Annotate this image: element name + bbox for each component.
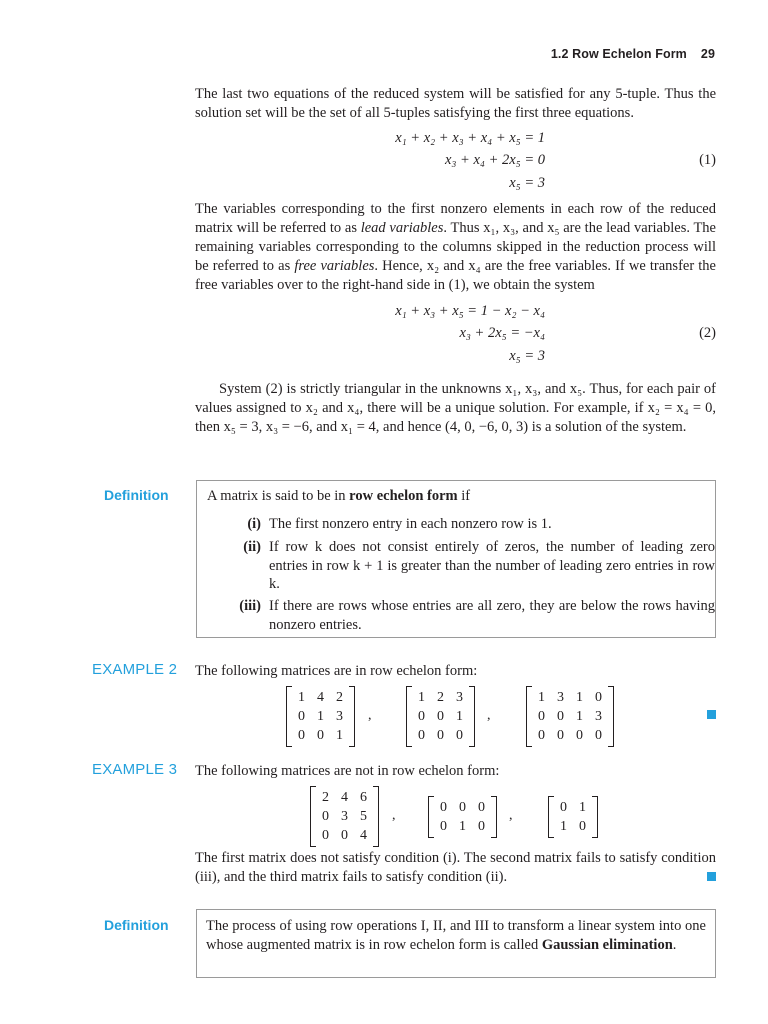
matrix-entry: 3 [336,709,343,724]
comma: , [368,708,372,723]
matrix-entry: 0 [298,709,305,724]
page-number: 29 [700,47,715,61]
matrix-entry: 3 [557,690,564,705]
matrix-entry: 1 [576,690,583,705]
matrix-entry: 4 [360,828,367,843]
matrix-entry: 3 [595,709,602,724]
definition-box-gaussian-elimination [196,909,716,978]
matrix-entry: 1 [317,709,324,724]
section-title: 1.2 Row Echelon Form [550,47,687,61]
matrix [286,686,355,747]
term-row-echelon-form: row echelon form [349,488,458,504]
matrix-entry: 1 [336,728,343,743]
matrix-entry: 2 [322,790,329,805]
end-of-example-marker [707,710,716,719]
equation-line: x₁ + x₃ + x₅ = 1 − x₂ − x₄ [395,303,545,319]
matrix [406,686,475,747]
matrix-entry: 4 [317,690,324,705]
matrix-entry: 0 [322,828,329,843]
term-lead-variables: lead variables [360,219,444,236]
matrix-entry: 5 [360,809,367,824]
matrix-entry: 0 [440,800,447,815]
paragraph-1: The last two equations of the reduced system will be satisfied for any 5-tuple. Thus the solution set will be the set of all 5-tuples satisfying the first three equations. [195,86,716,121]
term-free-variables: free variables [294,257,375,274]
equation-line: x₅ = 3 [509,175,545,191]
matrix-entry: 0 [595,690,602,705]
matrix-entry: 1 [459,819,466,834]
equation-number: (2) [699,325,716,341]
paragraph-3 [195,380,716,437]
matrix-entry: 0 [418,728,425,743]
example-3-explanation: The first matrix does not satisfy condition (i). The second matrix fails to satisfy condition (iii), and the third matrix fails to satisfy condition (ii). [195,850,716,885]
equation-number: (1) [699,152,716,168]
running-header [551,47,715,61]
definition-text: The process of using row operations I, II, and III to transform a linear system into one whose augmented matrix is in row echelon form is called Gaussian elimination. [206,918,706,953]
matrix-entry: 2 [336,690,343,705]
condition-ii: (ii) If row k does not consist entirely of zeros, the number of leading zero entries in row k + 1 is greater than the number of leading zero entries in row k. [243,539,715,592]
comma: , [509,808,513,823]
matrix-entry: 0 [478,800,485,815]
matrix-entry: 0 [437,728,444,743]
matrix-entry: 0 [557,728,564,743]
matrix-entry: 0 [456,728,463,743]
term-gaussian-elimination: Gaussian elimination [541,936,673,953]
definition-box-row-echelon [196,480,716,638]
matrix [526,686,614,747]
matrix [548,796,598,838]
matrix-entry: 0 [437,709,444,724]
matrix-entry: 0 [560,800,567,815]
condition-i: (i) The first nonzero entry in each nonzero row is 1. [247,516,552,532]
matrix [428,796,497,838]
matrix-entry: 1 [456,709,463,724]
comma: , [487,708,491,723]
matrix [310,786,379,847]
matrix-entry: 1 [560,819,567,834]
example-3-label: EXAMPLE 3 [92,761,178,778]
definition-label: Definition [104,487,169,503]
definition-label: Definition [104,917,169,933]
end-of-example-marker [707,872,716,881]
matrix-entry: 1 [298,690,305,705]
matrix-entry: 0 [322,809,329,824]
matrix-entry: 0 [341,828,348,843]
text-run: System (2) is strictly triangular in the unknowns x₁, x₃, and x₅. Thus, for each pair of values assigned to x₂ and x₄, there will be a unique solution. For example, if x₂ = x₄ = 0, then x₅ = 3, x₃ = −6, and x₁ = 4, and hence (4, 0, −6, 0, 3) is a solution of the system. [195,381,716,435]
matrix-entry: 0 [459,800,466,815]
equation-system-2 [195,303,716,369]
equation-system-1 [195,130,716,196]
matrix-entry: 6 [360,790,367,805]
definition-intro: A matrix is said to be in row echelon form if [207,488,471,504]
matrix-entry: 2 [437,690,444,705]
text-run: The variables corresponding to the first nonzero elements in each row of the reduced matrix will be referred to as [195,201,716,236]
matrix-entry: 0 [317,728,324,743]
matrix-entry: 3 [341,809,348,824]
comma: , [392,808,396,823]
equation-line: x₅ = 3 [509,348,545,364]
matrix-entry: 0 [595,728,602,743]
equation-line: x₃ + x₄ + 2x₅ = 0 [444,152,545,168]
matrix-entry: 0 [478,819,485,834]
example-2-label: EXAMPLE 2 [92,661,178,678]
matrix-entry: 0 [557,709,564,724]
matrix-entry: 1 [576,709,583,724]
condition-iii: (iii) If there are rows whose entries are all zero, they are below the rows having nonzero entries. [239,598,715,633]
matrix-entry: 0 [579,819,586,834]
text-run: . Hence, x₂ and x₄ are the free variables. If we transfer the free variables over to the right-hand side in (1), we obtain the system [195,257,716,293]
paragraph-2 [195,200,716,295]
matrix-entry: 0 [440,819,447,834]
matrix-entry: 0 [538,709,545,724]
text-run: . Thus x₁, x₃, and x₅ are the lead variables. The remaining variables corresponding to the columns skipped in the reduction process will be referred to as [195,219,716,274]
example-3-text: The following matrices are not in row echelon form: [195,763,500,779]
matrix-entry: 1 [579,800,586,815]
equation-line: x₃ + 2x₅ = −x₄ [459,325,545,341]
example-2-text: The following matrices are in row echelon form: [195,663,478,679]
example-3-matrices [310,786,610,842]
matrix-entry: 1 [418,690,425,705]
equation-line: x₁ + x₂ + x₃ + x₄ + x₅ = 1 [395,130,545,146]
matrix-entry: 0 [576,728,583,743]
matrix-entry: 0 [538,728,545,743]
matrix-entry: 0 [418,709,425,724]
matrix-entry: 3 [456,690,463,705]
matrix-entry: 4 [341,790,348,805]
matrix-entry: 0 [298,728,305,743]
example-2-matrices [286,686,666,742]
matrix-entry: 1 [538,690,545,705]
